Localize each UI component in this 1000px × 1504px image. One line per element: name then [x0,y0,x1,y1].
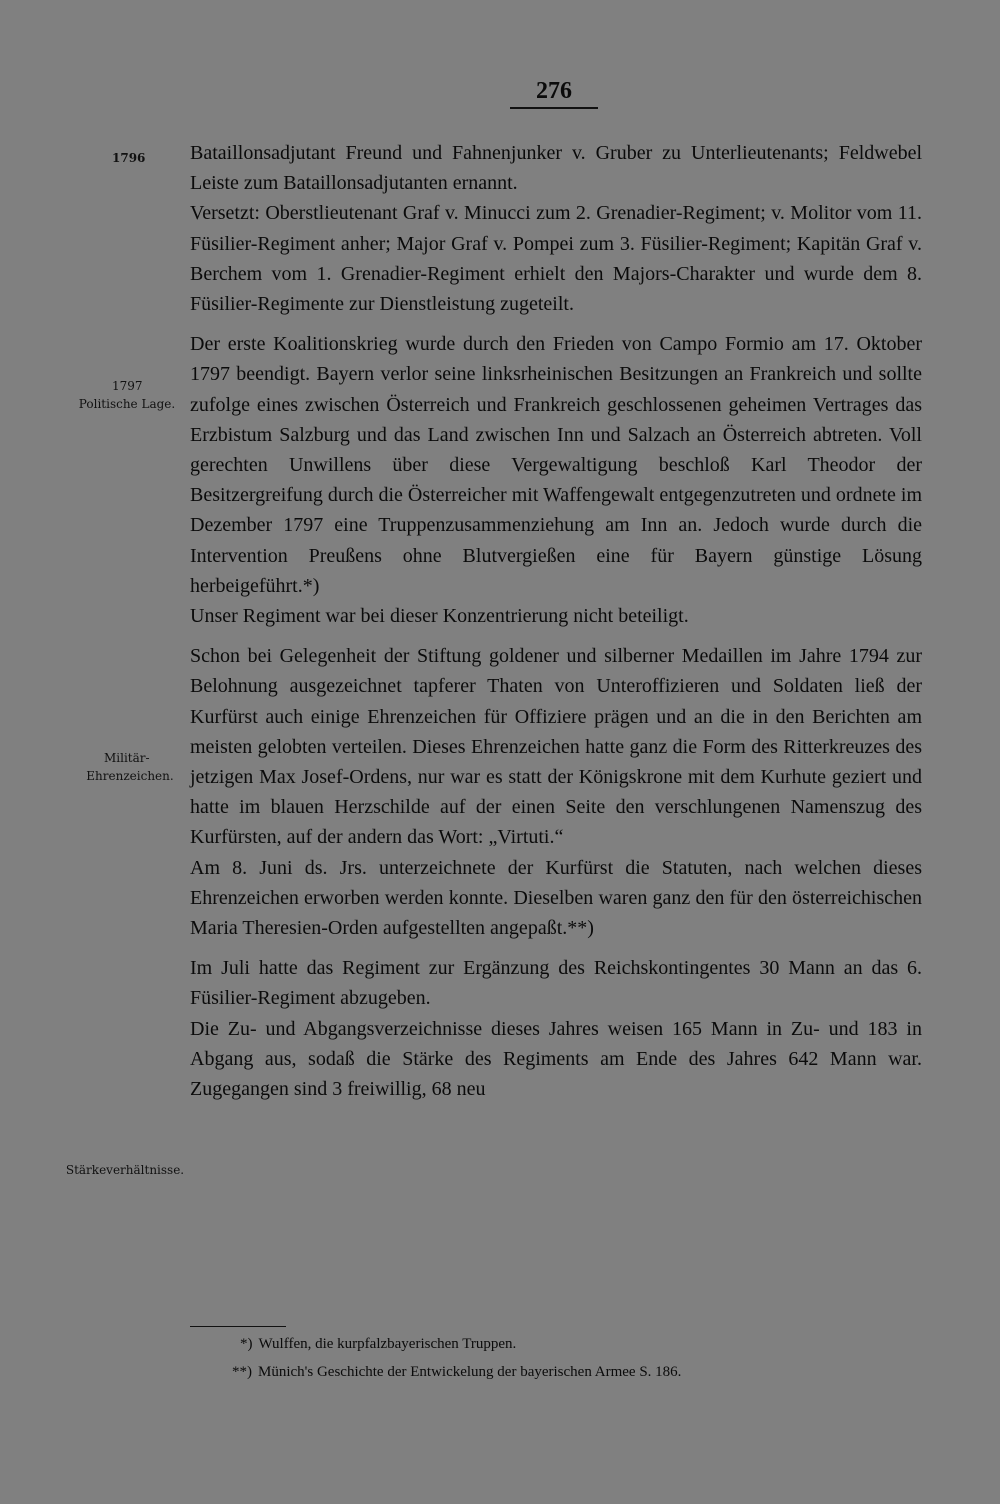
margin-note-politische-lage: Politische Lage. [78,397,176,411]
spacer [190,319,922,329]
footnote-1-text: Wulffen, die kurpfalzbayerischen Truppen. [258,1336,517,1352]
footnote-2 [232,1362,681,1382]
footnote-rule [190,1326,286,1327]
margin-note-ehrenzeichen: Ehrenzeichen. [86,769,174,783]
footnote-1 [240,1334,516,1354]
page-number-rule [510,107,598,109]
paragraph-transfers: Versetzt: Oberstlieutenant Graf v. Minucci zum 2. Grenadier-Regiment; v. Molitor vom 11. Füsilier-Regiment anher; Major Graf v. Pompei zum 3. Füsilier-Regiment; Kapitän Graf v. Berchem vom 1. Grenadier-Regiment erhielt den Majors-Charakter und wurde dem 8. Füsilier-Regimente zur Dienstleistung zugeteilt. [190,202,922,316]
paragraph-regiment-not-involved: Unser Regiment war bei dieser Konzentrierung nicht beteiligt. [190,605,689,628]
paragraph-koalitionskrieg: Der erste Koalitionskrieg wurde durch den Frieden von Campo Formio am 17. Oktober 1797 beendigt. Bayern verlor seine linksrheinischen Besitzungen an Frankreich und sollte zufolge eines zwischen Österreich und Frankreich geschlossenen geheimen Vertrages das Erzbistum Salzburg und das Land zwischen Inn und Salzach an Österreich abtreten. Voll gerechten Unwillens über diese Vergewaltigung beschloß Karl Theodor der Besitzergreifung durch die Österreicher mit Waffengewalt entgegenzutreten und ordnete im Dezember 1797 eine Truppenzusammenziehung am Inn an. Jedoch wurde durch die Intervention Preußens ohne Blutvergießen eine für Bayern günstige Lösung herbeigeführt.*) [190,333,923,597]
main-text [190,138,922,1104]
margin-year-1796: 1796 [112,151,146,165]
paragraph-zu-abgang: Die Zu- und Abgangsverzeichnisse dieses Jahres weisen 165 Mann in Zu- und 183 in Abgang aus, sodaß die Stärke des Regiments am Ende des Jahres 642 Mann war. Zugegangen sind 3 freiwillig, 68 neu [190,1017,922,1101]
paragraph-reichskontingent: Im Juli hatte das Regiment zur Ergänzung des Reichskontingentes 30 Mann an das 6. Füsilier-Regiment abzugeben. [190,957,922,1010]
page-number: 276 [536,78,572,104]
paragraph-promotions: Bataillonsadjutant Freund und Fahnenjunker v. Gruber zu Unterlieutenants; Feldwebel Leiste zum Bataillonsadjutanten ernannt. [190,142,922,195]
footnote-2-mark: **) [232,1364,252,1380]
spacer [190,631,922,641]
spacer [190,943,922,953]
footnote-1-mark: *) [240,1336,253,1352]
paragraph-ehrenzeichen: Schon bei Gelegenheit der Stiftung goldener und silberner Medaillen im Jahre 1794 zur Belohnung ausgezeichnet tapferer Thaten von Unteroffizieren und Soldaten ließ der Kurfürst auch einige Ehrenzeichen für Offiziere prägen und an die in den Berichten am meisten gelobten verteilen. Dieses Ehrenzeichen hatte ganz die Form des Ritterkreuzes des jetzigen Max Josef-Ordens, nur war es statt der Königskrone mit dem Kurhute geziert und hatte im blauen Herzschilde auf der einen Seite den verschlungenen Namenszug des Kurfürsten, auf der andern das Wort: „Virtuti.“ [190,645,922,849]
margin-year-1797: 1797 [112,379,143,393]
paragraph-statuten: Am 8. Juni ds. Jrs. unterzeichnete der Kurfürst die Statuten, nach welchen dieses Ehrenzeichen erworben werden konnte. Dieselben waren ganz den für den österreichischen Maria Theresien-Orden aufgestellten angepaßt.**) [190,856,922,940]
footnote-2-text: Münich's Geschichte der Entwickelung der bayerischen Armee S. 186. [258,1364,682,1380]
margin-note-staerke: Stärkeverhältnisse. [65,1163,185,1177]
margin-note-militaer: Militär- [104,751,150,765]
